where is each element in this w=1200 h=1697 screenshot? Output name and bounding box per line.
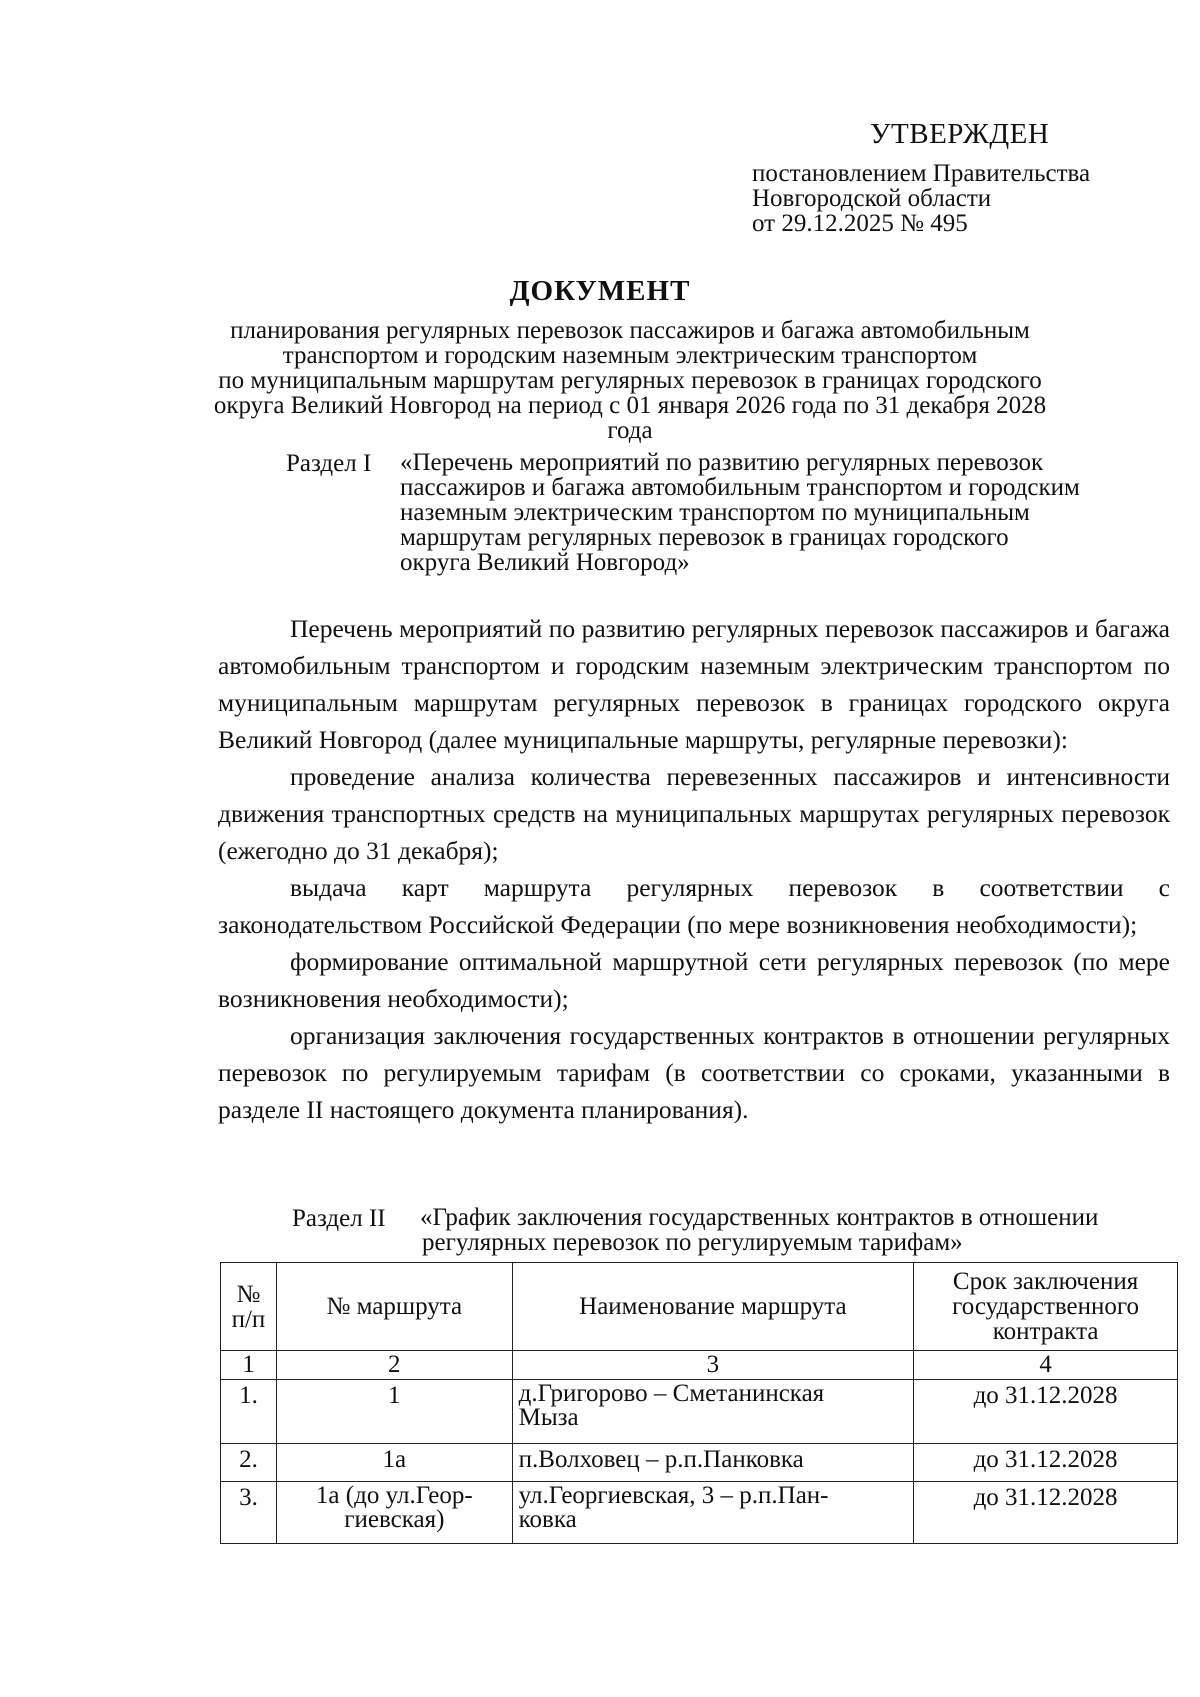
contract-term: до 31.12.2028 [914,1482,1178,1544]
route-name [512,1380,913,1444]
body-text [218,610,1170,1128]
subtitle-line-4: округа Великий Новгород на период с 01 января 2026 года по 31 декабря 2028 года [213,392,1047,444]
route-number-line-1: 1а (до ул.Геор- [315,1482,473,1509]
document-subtitle [190,318,1070,443]
row-number: 2. [221,1444,277,1482]
header-term-line-1: Срок заключения [952,1268,1139,1295]
table-row [221,1444,1178,1482]
table-row [221,1482,1178,1544]
paragraph-intro: Перечень мероприятий по развитию регулярных перевозок пассажиров и багажа автомобильным транспортом и городским наземным электрическим транспортом по муниципальным маршрутам регулярных перевозок в границах городского округа Великий Новгород (далее муниципальные маршруты, регулярные перевозки): [218,614,1170,754]
column-number: 1 [221,1351,277,1380]
column-number-row [221,1351,1178,1380]
section-1-line-4: маршрутам регулярных перевозок в границах городского [400,524,1009,551]
route-name-line-1: д.Григорово – Сметанинская [518,1380,825,1407]
section-1-label: Раздел I [286,450,372,477]
subtitle-line-1: планирования регулярных перевозок пассажиров и багажа автомобильным [230,317,1030,344]
subtitle-line-2: транспортом и городским наземным электрическим транспортом [282,342,978,369]
table-header-row [221,1263,1178,1351]
header-term-line-3: контракта [992,1318,1099,1345]
section-1-line-3: наземным электрическим транспортом по муниципальным [400,499,1030,526]
section-2-line-2: регулярных перевозок по регулируемым тарифам» [422,1229,963,1256]
paragraph-contracts: организация заключения государственных контрактов в отношении регулярных перевозок по регулируемым тарифам (в соответствии со сроками, указанными в разделе II настоящего документа планирования). [218,1021,1170,1124]
header-route-name: Наименование маршрута [512,1263,913,1351]
route-number [276,1482,512,1544]
section-1-line-1: «Перечень мероприятий по развитию регулярных перевозок [400,449,1044,476]
contract-term: до 31.12.2028 [914,1380,1178,1444]
paragraph-route-cards: выдача карт маршрута регулярных перевозок в соответствии с законодательством Российской Федерации (по мере возникновения необходимости); [218,873,1170,939]
route-name [512,1482,913,1544]
section-2-label: Раздел II [292,1205,386,1232]
header-number [221,1263,277,1351]
section-1-line-2: пассажиров и багажа автомобильным транспортом и городским [400,474,1080,501]
header-contract-term [914,1263,1178,1351]
section-1-heading [400,450,1080,575]
paragraph-analysis: проведение анализа количества перевезенных пассажиров и интенсивности движения транспортных средств на муниципальных маршрутах регулярных перевозок (ежегодно до 31 декабря); [218,762,1170,865]
approval-line-1: постановлением Правительства [752,160,1091,187]
route-name-line-2: Мыза [518,1404,579,1431]
route-name: п.Волховец – р.п.Панковка [512,1444,913,1482]
route-name-line-2: ковка [518,1506,577,1533]
table-row [221,1380,1178,1444]
route-name-line-1: ул.Георгиевская, 3 – р.п.Пан- [518,1482,829,1509]
subtitle-line-3: по муниципальным маршрутам регулярных перевозок в границах городского [218,367,1042,394]
header-number-line-2: п/п [231,1305,266,1333]
approval-line-2: Новгородской области [752,185,992,212]
section-1-line-5: округа Великий Новгород» [400,549,690,576]
header-term-line-2: государственного [952,1293,1140,1320]
approval-date-line: от 29.12.2025 № 495 [752,210,968,237]
route-number-line-2: гиевская) [344,1506,445,1533]
header-route: № маршрута [276,1263,512,1351]
column-number: 3 [512,1351,913,1380]
column-number: 4 [914,1351,1178,1380]
header-number-line-1: № [236,1280,261,1308]
approval-title: УТВЕРЖДЕН [870,118,1050,150]
row-number: 3. [221,1482,277,1544]
contract-term: до 31.12.2028 [914,1444,1178,1482]
section-2-line-1: «График заключения государственных контрактов в отношении [420,1204,1099,1231]
paragraph-network: формирование оптимальной маршрутной сети регулярных перевозок (по мере возникновения необходимости); [218,947,1170,1013]
document-title: ДОКУМЕНТ [509,275,691,307]
routes-table [220,1262,1178,1544]
row-number: 1. [221,1380,277,1444]
route-number: 1 [276,1380,512,1444]
section-2-heading [420,1205,1098,1255]
column-number: 2 [276,1351,512,1380]
route-number: 1а [276,1444,512,1482]
